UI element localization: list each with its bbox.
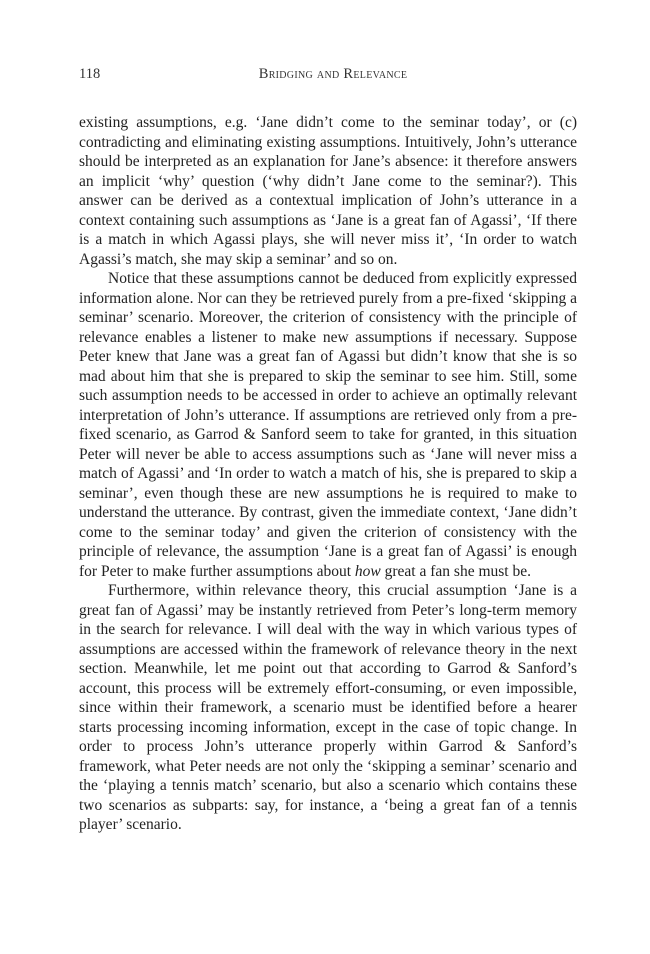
paragraph-2-text-after: great a fan she must be. (380, 562, 531, 580)
paragraph-2-text: Notice that these assumptions cannot be deduced from explicitly expressed information alone. Nor can they be retrieved purely from a pre-fixed ‘skipping a seminar’ scenario. Moreover, the criterion of consistency with the principle of relevance enables a listener to make new assumptions if necessary. Suppose Peter knew that Jane was a great fan of Agassi but didn’t know that she is so mad about him that she is prepared to skip the seminar to see him. Still, some such assumption needs to be accessed in order to achieve an optimally relevant interpretation of John’s utterance. If assumptions are retrieved only from a pre-fixed scenario, as Garrod & Sanford seem to take for granted, in this situation Peter will never be able to access assumptions such as ‘Jane will never miss a match of Agassi’ and ‘In order to watch a match of his, she is prepared to skip a seminar’, even though these are new assumptions he is required to make to understand the utterance. By contrast, given the immediate context, ‘Jane didn’t come to the seminar today’ and given the criterion of consistency with the principle of relevance, the assumption ‘Jane is a great fan of Agassi’ is enough for Peter to make further assumptions about (79, 270, 577, 580)
page-header (79, 66, 577, 84)
page-number: 118 (79, 66, 101, 82)
paragraph-2-italic: how (354, 562, 381, 580)
paragraph-3: Furthermore, within relevance theory, this crucial assumption ‘Jane is a great fan of Agassi’ may be instantly retrieved from Peter’s long-term memory in the search for relevance. I will deal with the way in which various types of assumptions are accessed within the framework of relevance theory in the next section. Meanwhile, let me point out that according to Garrod & Sanford’s account, this process will be extremely effort-consuming, or even impossible, since within their framework, a scenario must be identified before a hearer starts processing incoming information, except in the case of topic change. In order to process John’s utterance properly within Garrod & Sanford’s framework, what Peter needs are not only the ‘skipping a seminar’ scenario and the ‘playing a tennis match’ scenario, but also a scenario which contains these two scenarios as subparts: say, for instance, a ‘being a great fan of a tennis player’ scenario. (79, 582, 577, 833)
paragraph-1: existing assumptions, e.g. ‘Jane didn’t come to the seminar today’, or (c) contradicting and eliminating existing assumptions. Intuitively, John’s utterance should be interpreted as an explanation for Jane’s absence: it therefore answers an implicit ‘why’ question (‘why didn’t Jane come to the seminar?). This answer can be derived as a contextual implication of John’s utterance in a context containing such assumptions as ‘Jane is a great fan of Agassi’, ‘If there is a match in which Agassi plays, she will never miss it’, ‘In order to watch Agassi’s match, she may skip a seminar’ and so on. (79, 114, 577, 268)
body-text (79, 113, 577, 835)
paragraph-2 (79, 269, 577, 581)
running-head: Bridging and Relevance (258, 66, 408, 82)
